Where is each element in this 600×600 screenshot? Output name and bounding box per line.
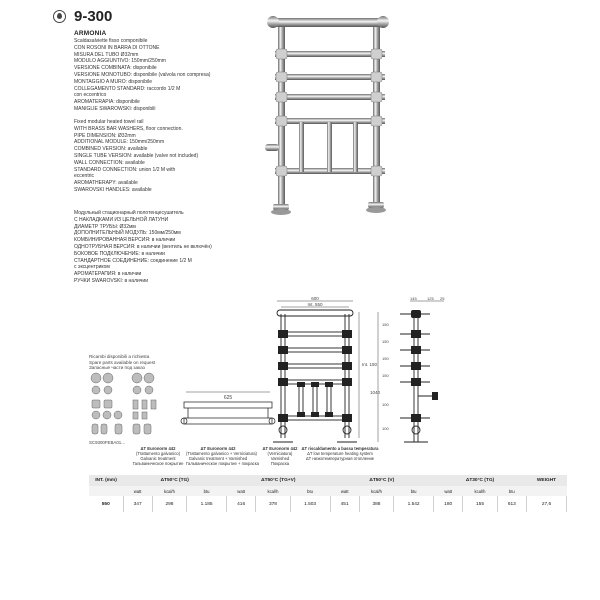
height-4: 150 (382, 373, 389, 378)
height-1: 150 (382, 322, 389, 327)
spec-line: STANDARD CONNECTION: union 1/2 M with (74, 166, 176, 173)
front-inner-label: Int. 550 (307, 302, 323, 307)
spec-line: Scaldasalviette fisso componibile (74, 38, 148, 44)
header-v: ΔT50°C (V) (330, 475, 434, 486)
table-header-row (89, 475, 567, 486)
drop-icon (53, 10, 66, 23)
spec-line: с эксцентриком (74, 264, 110, 271)
towel-rail-photo (255, 8, 395, 228)
product-name: ARMONIA (74, 30, 107, 37)
finish-col-1: ΔT Euronorm 442 (Trattamento galvanico) Galvanic treatment Гальваническое покрытие (132, 446, 184, 466)
plan-width-label: 625 (223, 395, 233, 401)
height-3: 150 (382, 356, 389, 361)
spec-line: С НАКЛАДКАМИ ИЗ ЦЕЛЬНОЙ ЛАТУНИ (74, 216, 169, 223)
header-tg: ΔT50°C (TG) (123, 475, 227, 486)
caption-line: Запасные части под заказ (89, 365, 145, 371)
front-side-label: Int. 150 (362, 362, 378, 367)
finish-col-3: ΔT Euronorm 442 (Verniciatura) Varnished Покраска (262, 446, 298, 466)
spare-parts-caption (89, 354, 155, 371)
spec-line: eccentric (74, 173, 95, 180)
spec-line: Модульный стационарный полотенцесушитель (74, 210, 184, 216)
spec-line: ДОПОЛНИТЕЛЬНЫЙ МОДУЛЬ: 150мм/250мм (74, 230, 181, 237)
spec-line: AROMATERAPIA: disponibile (74, 99, 140, 106)
spec-english (74, 119, 198, 194)
product-code: 9-300 (74, 8, 113, 25)
spec-line: WALL CONNECTION: available (74, 159, 145, 166)
spec-line: АРОМАТЕРАПИЯ: в наличии (74, 271, 142, 278)
table-row: 550 347 298 1.185 416 378 1.503 451 388 1.542 180 155 613 27,6 (89, 496, 567, 512)
header-low: ΔT30°C (TG) (434, 475, 527, 486)
header-tgv: ΔT50°C (TG+V) (227, 475, 331, 486)
spec-line: MANIGLIE SWAROWSKI: disponibili (74, 105, 156, 112)
spec-line: MONTAGGIO A MURO: disponibile (74, 78, 152, 85)
side-label-2: 125 (427, 296, 434, 301)
spec-line: MISURA DEL TUBO Ø32mm (74, 51, 139, 58)
finish-col-2: ΔT Euronorm 442 (Trattamento galvanico + Verniciatura) Galvanic treatment + Varnished Гальваническое покрытие + покраска (186, 446, 260, 466)
spec-line: РУЧКИ SWAROVSKI: в наличии (74, 277, 148, 284)
header-int: INT. (mm) (89, 475, 123, 486)
spec-line: VERSIONE MONOTUBO: disponibile (valvola non compresa) (74, 71, 211, 78)
spec-line: PIPE DIMENSION: Ø32mm (74, 132, 136, 139)
spec-line: ОДНОТРУБНАЯ ВЕРСИЯ: в наличии (вентиль не включён) (74, 243, 212, 250)
spec-line: MODULO AGGIUNTIVO: 150mm/250mm (74, 58, 166, 65)
spec-line: AROMATHERAPY: available (74, 180, 138, 187)
height-6: 100 (382, 426, 389, 431)
height-5: 100 (382, 402, 389, 407)
finish-col-4: ΔT riscaldamento a bassa temperatura ΔT low temperature heating system ΔT низкотемпературная отопление (301, 446, 379, 461)
height-2: 150 (382, 339, 389, 344)
caption-line: Spare parts available on request (89, 359, 156, 365)
spec-line: СТАНДАРТНОЕ СОЕДИНЕНИЕ: соединение 1/2 M (74, 257, 192, 264)
spec-line: КОМБИНИРОВАННАЯ ВЕРСИЯ: в наличии (74, 237, 176, 244)
spec-line: COMBINED VERSION: available (74, 146, 148, 153)
spec-line: SINGLE TUBE VERSION: available (valve not included) (74, 152, 199, 159)
spare-parts-code: SC9300FEBA01... (89, 440, 125, 445)
table-units-row: watt kcal/h btu watt kcal/h btu watt kcal/h btu watt kcal/h btu (89, 486, 567, 496)
front-height-label: 1040 (370, 390, 381, 395)
performance-table (89, 475, 567, 512)
spec-line: WITH BRASS BAR WASHERS, floor connection. (74, 125, 183, 132)
side-label-1: 145 (410, 296, 417, 301)
front-width-label: 600 (311, 296, 319, 301)
spec-line: ADDITIONAL MODULE: 150mm/250mm (74, 139, 165, 146)
spec-russian (74, 210, 212, 285)
spec-italian (74, 38, 210, 113)
caption-line: Ricambi disponibili a richiesta (89, 354, 150, 359)
side-drawing (370, 296, 450, 446)
spec-line: БОКОВОЕ ПОДКЛЮЧЕНИЕ: в наличии (74, 250, 165, 257)
spec-line: con eccentrico (74, 92, 107, 99)
header-weight: WEIGHT (527, 475, 567, 486)
plan-drawing (178, 388, 278, 436)
spec-line: ДИАМЕТР ТРУБЫ: Ø32мм (74, 223, 136, 230)
spare-parts-photo (89, 372, 161, 438)
spec-line: VERSIONE COMBINATA: disponibile (74, 65, 157, 72)
spec-line: SWAROVSKI HANDLES: available (74, 186, 152, 193)
side-label-3: 25 (440, 296, 445, 301)
spec-line: Fixed modular heated towel rail (74, 119, 144, 125)
spec-line: COLLEGAMENTO STANDARD: raccordo 1/2 M (74, 85, 181, 92)
spec-line: CON ROSONI IN BARRA DI OTTONE (74, 44, 160, 51)
